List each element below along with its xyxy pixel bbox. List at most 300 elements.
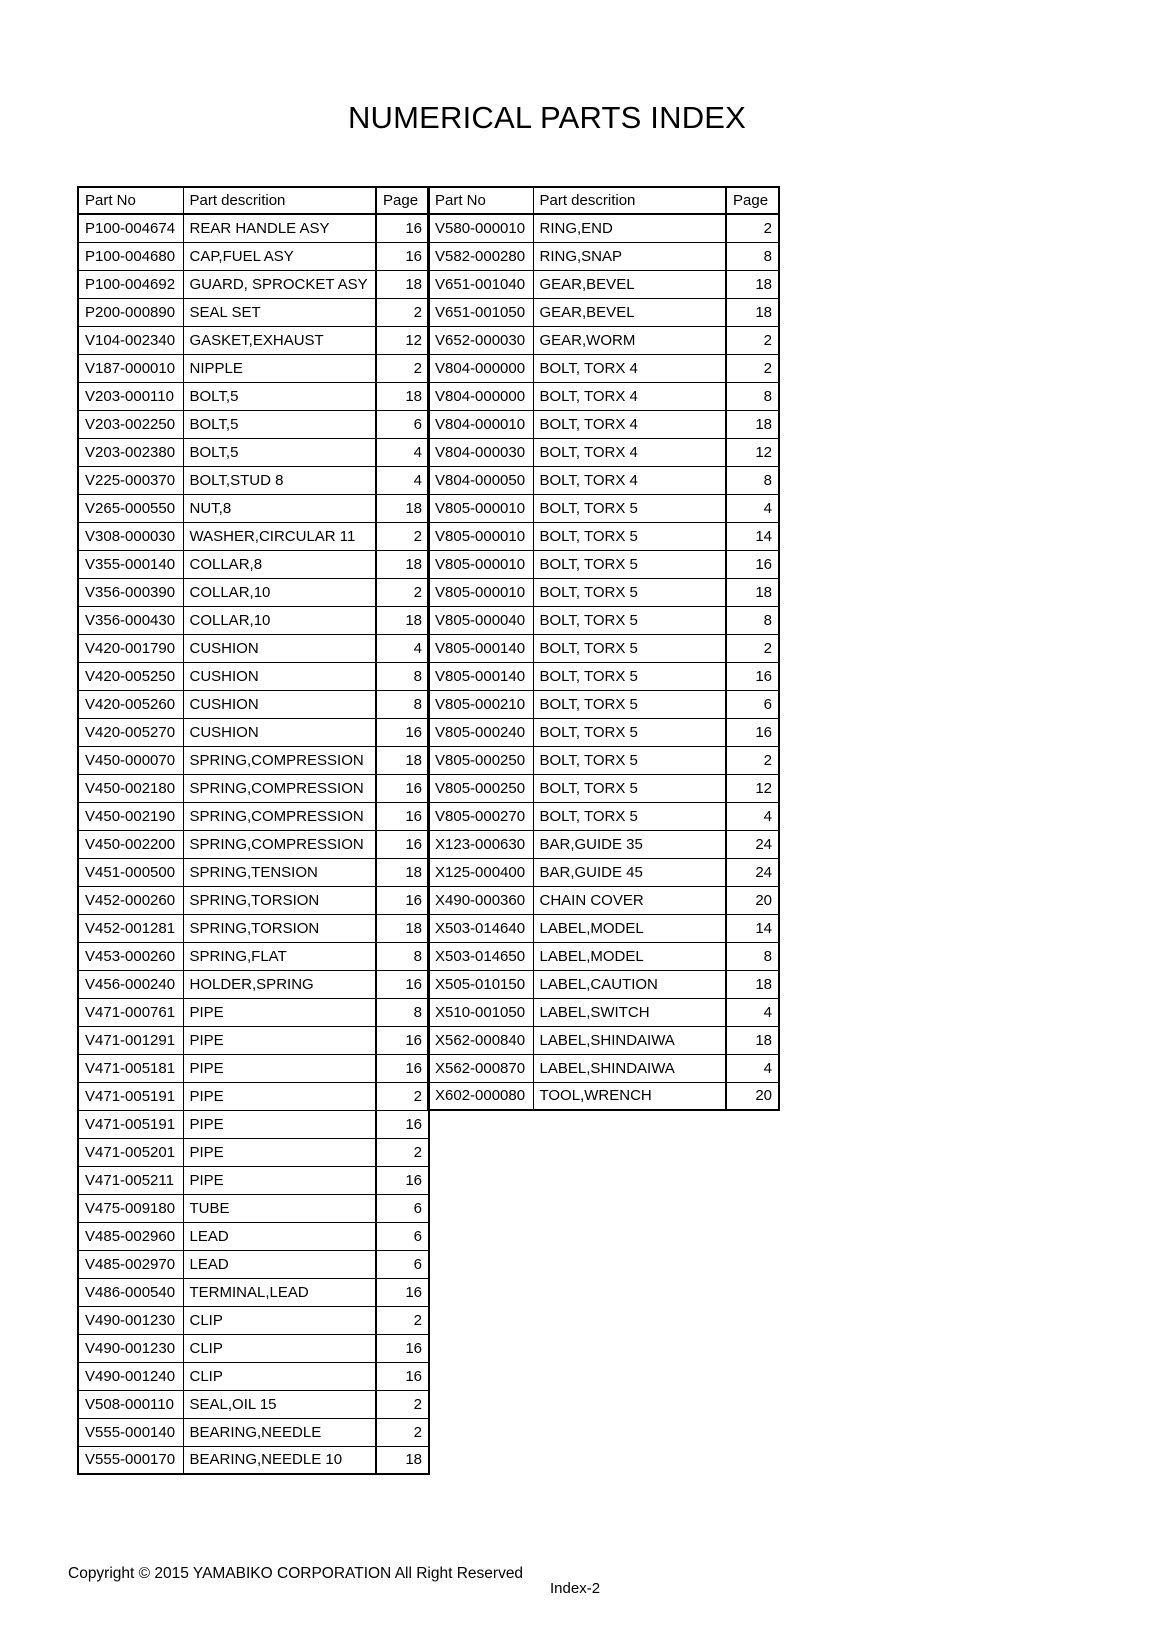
page-number-cell: 8 xyxy=(376,662,429,690)
part-description-cell: COLLAR,10 xyxy=(183,578,376,606)
page-number-cell: 20 xyxy=(726,1082,779,1110)
part-description-cell: SPRING,COMPRESSION xyxy=(183,830,376,858)
page-number-cell: 2 xyxy=(376,298,429,326)
part-number-cell: V420-005260 xyxy=(78,690,183,718)
table-row xyxy=(78,1166,429,1194)
page-number-cell: 2 xyxy=(376,1082,429,1110)
page-number-cell: 2 xyxy=(376,1390,429,1418)
table-row xyxy=(78,1026,429,1054)
part-description-cell: PIPE xyxy=(183,1026,376,1054)
table-row xyxy=(428,634,779,662)
table-row xyxy=(428,522,779,550)
table-row xyxy=(428,718,779,746)
table-row xyxy=(78,438,429,466)
part-description-cell: SEAL SET xyxy=(183,298,376,326)
page-number-cell: 6 xyxy=(726,690,779,718)
page-number-cell: 2 xyxy=(376,354,429,382)
part-number-cell: V651-001050 xyxy=(428,298,533,326)
part-number-cell: V508-000110 xyxy=(78,1390,183,1418)
page-number-cell: 18 xyxy=(376,746,429,774)
part-number-cell: V203-002250 xyxy=(78,410,183,438)
page-number-cell: 16 xyxy=(376,886,429,914)
table-row xyxy=(428,438,779,466)
table-row xyxy=(78,1082,429,1110)
table-row xyxy=(78,970,429,998)
part-number-cell: V805-000210 xyxy=(428,690,533,718)
part-number-cell: V420-005250 xyxy=(78,662,183,690)
table-row xyxy=(78,998,429,1026)
table-row xyxy=(428,382,779,410)
part-number-cell: V804-000050 xyxy=(428,466,533,494)
page-number-cell: 16 xyxy=(376,1110,429,1138)
page-number-cell: 8 xyxy=(726,466,779,494)
part-number-cell: X490-000360 xyxy=(428,886,533,914)
part-description-cell: SPRING,TORSION xyxy=(183,914,376,942)
page-number-cell: 24 xyxy=(726,830,779,858)
table-row xyxy=(78,914,429,942)
page-number-cell: 18 xyxy=(726,270,779,298)
part-description-cell: BOLT, TORX 4 xyxy=(533,410,726,438)
page-number-cell: 8 xyxy=(376,942,429,970)
part-description-cell: BOLT, TORX 5 xyxy=(533,522,726,550)
parts-table-right xyxy=(427,186,780,1111)
part-number-cell: V225-000370 xyxy=(78,466,183,494)
part-number-cell: V582-000280 xyxy=(428,242,533,270)
page-number-cell: 18 xyxy=(376,494,429,522)
page-number-cell: 2 xyxy=(376,1418,429,1446)
part-description-cell: LEAD xyxy=(183,1250,376,1278)
part-description-cell: BOLT, TORX 4 xyxy=(533,354,726,382)
page-number-cell: 14 xyxy=(726,914,779,942)
table-row xyxy=(428,998,779,1026)
page-number-cell: 4 xyxy=(726,802,779,830)
page-number-cell: 2 xyxy=(376,578,429,606)
page-number-cell: 2 xyxy=(726,746,779,774)
part-number-cell: V485-002960 xyxy=(78,1222,183,1250)
page-number-cell: 8 xyxy=(376,998,429,1026)
part-number-cell: V490-001230 xyxy=(78,1306,183,1334)
part-description-cell: NIPPLE xyxy=(183,354,376,382)
part-number-cell: V805-000010 xyxy=(428,550,533,578)
header-part-description: Part descrition xyxy=(183,187,376,214)
part-number-cell: V308-000030 xyxy=(78,522,183,550)
part-description-cell: BOLT, TORX 5 xyxy=(533,746,726,774)
part-number-cell: V471-005211 xyxy=(78,1166,183,1194)
part-number-cell: V456-000240 xyxy=(78,970,183,998)
page-number-cell: 16 xyxy=(376,242,429,270)
part-number-cell: V471-005201 xyxy=(78,1138,183,1166)
part-description-cell: GASKET,EXHAUST xyxy=(183,326,376,354)
page-number-cell: 18 xyxy=(376,382,429,410)
table-row xyxy=(78,802,429,830)
part-description-cell: REAR HANDLE ASY xyxy=(183,214,376,242)
table-row xyxy=(78,1138,429,1166)
part-number-cell: V805-000040 xyxy=(428,606,533,634)
page-number-cell: 8 xyxy=(726,242,779,270)
part-number-cell: V471-005191 xyxy=(78,1110,183,1138)
part-description-cell: GEAR,WORM xyxy=(533,326,726,354)
part-description-cell: PIPE xyxy=(183,998,376,1026)
header-page: Page xyxy=(376,187,429,214)
table-row xyxy=(428,326,779,354)
page-number-cell: 18 xyxy=(726,1026,779,1054)
table-row xyxy=(78,1446,429,1474)
part-description-cell: CLIP xyxy=(183,1362,376,1390)
part-description-cell: BEARING,NEEDLE 10 xyxy=(183,1446,376,1474)
part-number-cell: V475-009180 xyxy=(78,1194,183,1222)
part-description-cell: LABEL,SWITCH xyxy=(533,998,726,1026)
part-number-cell: V450-002190 xyxy=(78,802,183,830)
part-description-cell: BAR,GUIDE 35 xyxy=(533,830,726,858)
part-description-cell: BOLT, TORX 4 xyxy=(533,438,726,466)
part-description-cell: BOLT,5 xyxy=(183,410,376,438)
part-description-cell: BOLT, TORX 5 xyxy=(533,634,726,662)
part-description-cell: BOLT, TORX 5 xyxy=(533,494,726,522)
page-number-cell: 16 xyxy=(376,1278,429,1306)
page-number-cell: 2 xyxy=(376,1306,429,1334)
table-row xyxy=(428,606,779,634)
part-description-cell: BOLT, TORX 5 xyxy=(533,774,726,802)
page-number-cell: 16 xyxy=(376,214,429,242)
part-description-cell: SPRING,COMPRESSION xyxy=(183,802,376,830)
part-number-cell: X510-001050 xyxy=(428,998,533,1026)
table-row xyxy=(78,1306,429,1334)
part-description-cell: GUARD, SPROCKET ASY xyxy=(183,270,376,298)
part-number-cell: X562-000870 xyxy=(428,1054,533,1082)
table-row xyxy=(428,578,779,606)
table-row xyxy=(428,466,779,494)
part-description-cell: LABEL,SHINDAIWA xyxy=(533,1026,726,1054)
part-number-cell: X125-000400 xyxy=(428,858,533,886)
page-number-cell: 8 xyxy=(726,606,779,634)
part-number-cell: V555-000170 xyxy=(78,1446,183,1474)
table-row xyxy=(78,606,429,634)
table-row xyxy=(78,270,429,298)
page-number-cell: 18 xyxy=(376,1446,429,1474)
page-number-cell: 18 xyxy=(726,578,779,606)
table-row xyxy=(428,914,779,942)
page-number-cell: 16 xyxy=(376,1026,429,1054)
part-description-cell: CUSHION xyxy=(183,718,376,746)
header-part-no: Part No xyxy=(428,187,533,214)
part-number-cell: V452-001281 xyxy=(78,914,183,942)
part-description-cell: LABEL,MODEL xyxy=(533,914,726,942)
part-number-cell: V805-000010 xyxy=(428,522,533,550)
table-row xyxy=(78,942,429,970)
part-description-cell: SPRING,TENSION xyxy=(183,858,376,886)
part-description-cell: CUSHION xyxy=(183,690,376,718)
part-description-cell: PIPE xyxy=(183,1082,376,1110)
part-number-cell: P100-004680 xyxy=(78,242,183,270)
table-row xyxy=(78,1250,429,1278)
table-row xyxy=(428,550,779,578)
part-description-cell: COLLAR,8 xyxy=(183,550,376,578)
table-row xyxy=(78,410,429,438)
page-number-cell: 16 xyxy=(376,830,429,858)
page-number-cell: 6 xyxy=(376,1222,429,1250)
part-number-cell: V471-005191 xyxy=(78,1082,183,1110)
page-number-cell: 14 xyxy=(726,522,779,550)
table-row xyxy=(78,1390,429,1418)
part-number-cell: X503-014650 xyxy=(428,942,533,970)
part-description-cell: BOLT, TORX 4 xyxy=(533,382,726,410)
part-number-cell: V490-001240 xyxy=(78,1362,183,1390)
part-description-cell: LABEL,MODEL xyxy=(533,942,726,970)
part-number-cell: V203-002380 xyxy=(78,438,183,466)
part-number-cell: V805-000250 xyxy=(428,774,533,802)
page-number-cell: 2 xyxy=(726,354,779,382)
table-row xyxy=(78,298,429,326)
header-part-description: Part descrition xyxy=(533,187,726,214)
page-number-cell: 2 xyxy=(376,522,429,550)
part-number-cell: V804-000000 xyxy=(428,354,533,382)
page-number-cell: 6 xyxy=(376,1250,429,1278)
page-number-cell: 4 xyxy=(726,494,779,522)
table-row xyxy=(78,242,429,270)
table-row xyxy=(78,1362,429,1390)
part-number-cell: V804-000000 xyxy=(428,382,533,410)
table-row xyxy=(78,550,429,578)
table-row xyxy=(428,802,779,830)
page-number-cell: 16 xyxy=(376,1054,429,1082)
part-number-cell: V420-001790 xyxy=(78,634,183,662)
part-number-cell: V356-000430 xyxy=(78,606,183,634)
part-number-cell: V652-000030 xyxy=(428,326,533,354)
part-number-cell: X123-000630 xyxy=(428,830,533,858)
table-row xyxy=(78,214,429,242)
table-row xyxy=(78,1110,429,1138)
part-number-cell: V805-000240 xyxy=(428,718,533,746)
page-number-cell: 16 xyxy=(726,662,779,690)
part-description-cell: CAP,FUEL ASY xyxy=(183,242,376,270)
part-description-cell: CHAIN COVER xyxy=(533,886,726,914)
part-number-cell: V580-000010 xyxy=(428,214,533,242)
page-number-cell: 12 xyxy=(376,326,429,354)
page-number-cell: 16 xyxy=(376,970,429,998)
page-number-cell: 18 xyxy=(376,606,429,634)
part-number-cell: X562-000840 xyxy=(428,1026,533,1054)
part-number-cell: P100-004692 xyxy=(78,270,183,298)
table-row xyxy=(428,1026,779,1054)
table-row xyxy=(428,662,779,690)
part-description-cell: BOLT, TORX 5 xyxy=(533,690,726,718)
part-number-cell: V651-001040 xyxy=(428,270,533,298)
table-row xyxy=(78,718,429,746)
page-number-cell: 12 xyxy=(726,774,779,802)
part-description-cell: BOLT, TORX 5 xyxy=(533,718,726,746)
page-number-cell: 8 xyxy=(726,382,779,410)
part-description-cell: SPRING,FLAT xyxy=(183,942,376,970)
table-row xyxy=(78,746,429,774)
part-number-cell: V420-005270 xyxy=(78,718,183,746)
table-row xyxy=(78,1194,429,1222)
table-row xyxy=(78,858,429,886)
part-description-cell: CLIP xyxy=(183,1334,376,1362)
part-number-cell: V452-000260 xyxy=(78,886,183,914)
table-row xyxy=(428,858,779,886)
page-number-cell: 16 xyxy=(376,1166,429,1194)
page-number-cell: 2 xyxy=(726,326,779,354)
table-row xyxy=(78,494,429,522)
part-number-cell: V471-001291 xyxy=(78,1026,183,1054)
part-number-cell: X602-000080 xyxy=(428,1082,533,1110)
part-description-cell: BOLT, TORX 5 xyxy=(533,802,726,830)
part-description-cell: BEARING,NEEDLE xyxy=(183,1418,376,1446)
part-number-cell: P200-000890 xyxy=(78,298,183,326)
part-number-cell: V471-000761 xyxy=(78,998,183,1026)
page-number-cell: 16 xyxy=(376,1362,429,1390)
page-number-cell: 16 xyxy=(726,550,779,578)
page-number-cell: 4 xyxy=(376,466,429,494)
page-number-cell: 4 xyxy=(726,998,779,1026)
page-number-cell: 24 xyxy=(726,858,779,886)
page-number-cell: 8 xyxy=(726,942,779,970)
table-row xyxy=(428,270,779,298)
table-row xyxy=(428,242,779,270)
part-description-cell: TOOL,WRENCH xyxy=(533,1082,726,1110)
table-row xyxy=(428,774,779,802)
part-number-cell: V804-000010 xyxy=(428,410,533,438)
page-number-cell: 12 xyxy=(726,438,779,466)
part-description-cell: BOLT, TORX 5 xyxy=(533,578,726,606)
table-row xyxy=(78,1278,429,1306)
copyright-notice: Copyright © 2015 YAMABIKO CORPORATION All Right Reserved xyxy=(68,1565,524,1582)
page-number-cell: 18 xyxy=(726,970,779,998)
table-row xyxy=(428,354,779,382)
table-row xyxy=(78,1334,429,1362)
part-number-cell: V451-000500 xyxy=(78,858,183,886)
part-description-cell: COLLAR,10 xyxy=(183,606,376,634)
page-number-cell: 4 xyxy=(376,438,429,466)
part-description-cell: LEAD xyxy=(183,1222,376,1250)
table-row xyxy=(428,1082,779,1110)
table-row xyxy=(78,1054,429,1082)
table-row xyxy=(78,634,429,662)
table-row xyxy=(78,354,429,382)
table-row xyxy=(428,830,779,858)
table-row xyxy=(78,1418,429,1446)
table-row xyxy=(78,830,429,858)
page-number: Index-2 xyxy=(550,1580,601,1597)
table-row xyxy=(78,578,429,606)
header-part-no: Part No xyxy=(78,187,183,214)
table-header-row xyxy=(428,187,779,214)
part-number-cell: V471-005181 xyxy=(78,1054,183,1082)
part-description-cell: CUSHION xyxy=(183,634,376,662)
table-row xyxy=(78,886,429,914)
page-number-cell: 16 xyxy=(376,718,429,746)
part-number-cell: V453-000260 xyxy=(78,942,183,970)
page-number-cell: 18 xyxy=(376,270,429,298)
part-number-cell: V355-000140 xyxy=(78,550,183,578)
part-number-cell: X503-014640 xyxy=(428,914,533,942)
part-description-cell: TUBE xyxy=(183,1194,376,1222)
page-number-cell: 6 xyxy=(376,410,429,438)
header-page: Page xyxy=(726,187,779,214)
part-description-cell: WASHER,CIRCULAR 11 xyxy=(183,522,376,550)
page-number-cell: 2 xyxy=(726,634,779,662)
part-description-cell: GEAR,BEVEL xyxy=(533,270,726,298)
table-row xyxy=(428,690,779,718)
part-number-cell: V187-000010 xyxy=(78,354,183,382)
page-number-cell: 16 xyxy=(376,1334,429,1362)
page-number-cell: 18 xyxy=(376,914,429,942)
table-row xyxy=(78,382,429,410)
table-row xyxy=(428,970,779,998)
table-row xyxy=(78,690,429,718)
part-number-cell: P100-004674 xyxy=(78,214,183,242)
table-header-row xyxy=(78,187,429,214)
table-row xyxy=(78,1222,429,1250)
part-number-cell: V804-000030 xyxy=(428,438,533,466)
table-row xyxy=(428,410,779,438)
page-number-cell: 2 xyxy=(726,214,779,242)
page-number-cell: 8 xyxy=(376,690,429,718)
table-row xyxy=(78,522,429,550)
page-number-cell: 16 xyxy=(376,774,429,802)
part-number-cell: V450-000070 xyxy=(78,746,183,774)
table-row xyxy=(428,1054,779,1082)
part-number-cell: V485-002970 xyxy=(78,1250,183,1278)
part-number-cell: V356-000390 xyxy=(78,578,183,606)
page-number-cell: 4 xyxy=(726,1054,779,1082)
table-row xyxy=(78,774,429,802)
part-number-cell: V805-000010 xyxy=(428,578,533,606)
part-description-cell: BOLT, TORX 5 xyxy=(533,662,726,690)
part-description-cell: HOLDER,SPRING xyxy=(183,970,376,998)
part-description-cell: TERMINAL,LEAD xyxy=(183,1278,376,1306)
part-number-cell: V805-000140 xyxy=(428,634,533,662)
part-description-cell: LABEL,CAUTION xyxy=(533,970,726,998)
page-title: NUMERICAL PARTS INDEX xyxy=(347,100,747,135)
part-description-cell: BOLT,5 xyxy=(183,382,376,410)
table-row xyxy=(78,326,429,354)
part-number-cell: V555-000140 xyxy=(78,1418,183,1446)
table-row xyxy=(428,746,779,774)
parts-table-left xyxy=(77,186,430,1475)
part-number-cell: V805-000270 xyxy=(428,802,533,830)
part-description-cell: PIPE xyxy=(183,1166,376,1194)
part-description-cell: LABEL,SHINDAIWA xyxy=(533,1054,726,1082)
page-number-cell: 4 xyxy=(376,634,429,662)
page-number-cell: 16 xyxy=(726,718,779,746)
part-description-cell: BOLT, TORX 5 xyxy=(533,550,726,578)
page-number-cell: 16 xyxy=(376,802,429,830)
part-description-cell: SPRING,COMPRESSION xyxy=(183,774,376,802)
page-number-cell: 18 xyxy=(376,550,429,578)
part-description-cell: CUSHION xyxy=(183,662,376,690)
page-number-cell: 18 xyxy=(726,410,779,438)
part-description-cell: SPRING,TORSION xyxy=(183,886,376,914)
page-number-cell: 18 xyxy=(726,298,779,326)
part-number-cell: V104-002340 xyxy=(78,326,183,354)
table-row xyxy=(78,466,429,494)
table-row xyxy=(428,942,779,970)
table-row xyxy=(428,298,779,326)
page-number-cell: 6 xyxy=(376,1194,429,1222)
part-description-cell: PIPE xyxy=(183,1138,376,1166)
part-number-cell: V203-000110 xyxy=(78,382,183,410)
table-row xyxy=(428,494,779,522)
part-description-cell: SPRING,COMPRESSION xyxy=(183,746,376,774)
part-number-cell: V450-002200 xyxy=(78,830,183,858)
part-description-cell: BAR,GUIDE 45 xyxy=(533,858,726,886)
part-number-cell: V486-000540 xyxy=(78,1278,183,1306)
part-number-cell: V450-002180 xyxy=(78,774,183,802)
part-description-cell: RING,SNAP xyxy=(533,242,726,270)
page-number-cell: 18 xyxy=(376,858,429,886)
part-description-cell: BOLT,STUD 8 xyxy=(183,466,376,494)
